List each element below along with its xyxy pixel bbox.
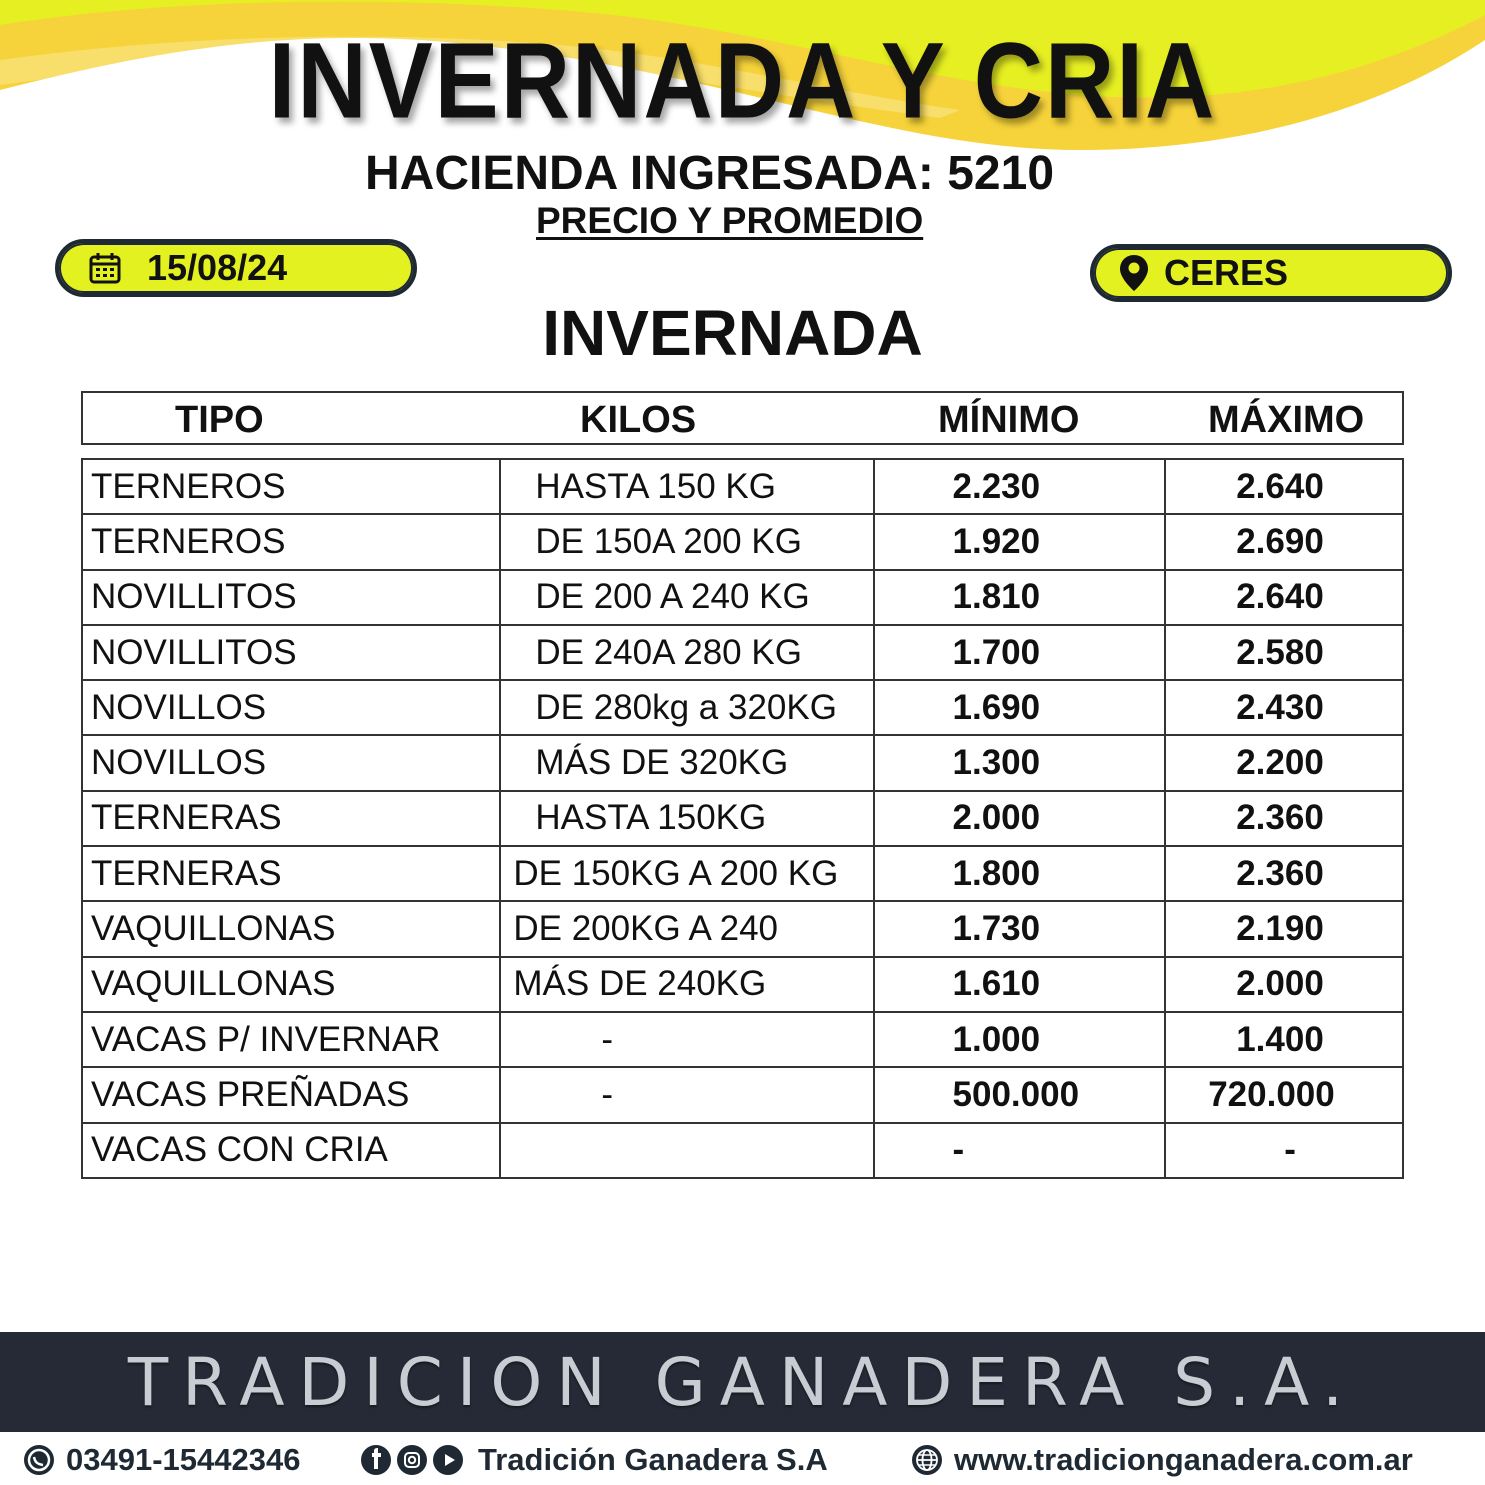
cell-kilos: - [500, 1012, 873, 1067]
cell-tipo: TERNERAS [82, 791, 500, 846]
cell-kilos: DE 150A 200 KG [500, 514, 873, 569]
cell-minimo: 1.700 [874, 625, 1166, 680]
cell-minimo: 1.920 [874, 514, 1166, 569]
column-header-minimo: MÍNIMO [938, 399, 1080, 441]
cell-kilos: DE 200 A 240 KG [500, 570, 873, 625]
cell-maximo: 2.640 [1165, 459, 1403, 514]
cell-tipo: NOVILLITOS [82, 570, 500, 625]
table-row [82, 1012, 1403, 1067]
contact-bar [0, 1432, 1485, 1485]
hacienda-ingresada: HACIENDA INGRESADA: 5210 [365, 147, 1055, 200]
cell-maximo: 1.400 [1165, 1012, 1403, 1067]
cell-tipo: TERNERAS [82, 846, 500, 901]
cell-minimo: 2.230 [874, 459, 1166, 514]
cell-minimo: 2.000 [874, 791, 1166, 846]
cell-maximo: 2.690 [1165, 514, 1403, 569]
table-header [81, 391, 1404, 445]
footer-brand-band [0, 1332, 1485, 1432]
table-row [82, 680, 1403, 735]
social-handle: Tradición Ganadera S.A [478, 1442, 828, 1477]
cell-maximo: 2.580 [1165, 625, 1403, 680]
cell-maximo: 2.640 [1165, 570, 1403, 625]
social-contact[interactable] [360, 1442, 828, 1478]
instagram-icon [396, 1444, 428, 1476]
cell-tipo: NOVILLITOS [82, 625, 500, 680]
phone-number: 03491-15442346 [66, 1442, 301, 1477]
cell-maximo: 2.360 [1165, 846, 1403, 901]
facebook-icon [360, 1444, 392, 1476]
cell-minimo: 1.000 [874, 1012, 1166, 1067]
globe-icon [910, 1443, 944, 1477]
location-text: CERES [1164, 252, 1289, 293]
table-row [82, 1123, 1403, 1178]
table-row [82, 735, 1403, 790]
website-contact[interactable] [910, 1442, 1413, 1478]
location-pill [1090, 244, 1452, 302]
table-row [82, 570, 1403, 625]
table-row [82, 459, 1403, 514]
table-row [82, 514, 1403, 569]
cell-tipo: NOVILLOS [82, 735, 500, 790]
table-row [82, 901, 1403, 956]
cell-minimo: 1.730 [874, 901, 1166, 956]
table-row [82, 625, 1403, 680]
column-header-kilos: KILOS [580, 399, 697, 441]
cell-kilos: DE 200KG A 240 [500, 901, 873, 956]
main-title: INVERNADA Y CRIA [268, 21, 1217, 141]
cell-maximo: 2.200 [1165, 735, 1403, 790]
cell-kilos: HASTA 150KG [500, 791, 873, 846]
cell-kilos: DE 280kg a 320KG [500, 680, 873, 735]
table-row [82, 957, 1403, 1012]
footer-brand: TRADICION GANADERA S.A. [127, 1343, 1358, 1421]
cell-kilos [500, 1123, 873, 1178]
cell-tipo: TERNEROS [82, 459, 500, 514]
table-row [82, 1067, 1403, 1122]
cell-minimo: 1.800 [874, 846, 1166, 901]
youtube-icon [432, 1444, 464, 1476]
table-row [82, 846, 1403, 901]
whatsapp-icon [22, 1443, 56, 1477]
cell-tipo: VACAS PREÑADAS [82, 1067, 500, 1122]
cell-kilos: MÁS DE 240KG [500, 957, 873, 1012]
calendar-icon [87, 250, 123, 286]
table-row [82, 791, 1403, 846]
cell-minimo: 1.300 [874, 735, 1166, 790]
precio-promedio-subtitle: PRECIO Y PROMEDIO [536, 200, 924, 241]
cell-maximo: 2.430 [1165, 680, 1403, 735]
cell-maximo: 720.000 [1165, 1067, 1403, 1122]
price-table [81, 458, 1404, 1179]
date-text: 15/08/24 [147, 247, 288, 288]
cell-maximo: 2.190 [1165, 901, 1403, 956]
cell-tipo: TERNEROS [82, 514, 500, 569]
cell-tipo: VAQUILLONAS [82, 957, 500, 1012]
cell-tipo: VAQUILLONAS [82, 901, 500, 956]
section-title: INVERNADA [542, 297, 923, 369]
column-header-tipo: TIPO [175, 399, 264, 441]
cell-tipo: NOVILLOS [82, 680, 500, 735]
website-url: www.tradicionganadera.com.ar [954, 1442, 1413, 1477]
cell-maximo: 2.360 [1165, 791, 1403, 846]
cell-minimo: 1.610 [874, 957, 1166, 1012]
cell-minimo: 1.810 [874, 570, 1166, 625]
map-pin-icon [1116, 255, 1152, 291]
cell-kilos: DE 240A 280 KG [500, 625, 873, 680]
date-pill [55, 239, 417, 297]
cell-kilos: HASTA 150 KG [500, 459, 873, 514]
phone-contact[interactable] [22, 1442, 300, 1478]
cell-minimo: 500.000 [874, 1067, 1166, 1122]
cell-maximo: - [1165, 1123, 1403, 1178]
cell-minimo: 1.690 [874, 680, 1166, 735]
cell-tipo: VACAS P/ INVERNAR [82, 1012, 500, 1067]
cell-tipo: VACAS CON CRIA [82, 1123, 500, 1178]
cell-kilos: - [500, 1067, 873, 1122]
cell-kilos: DE 150KG A 200 KG [500, 846, 873, 901]
cell-kilos: MÁS DE 320KG [500, 735, 873, 790]
column-header-maximo: MÁXIMO [1208, 399, 1365, 441]
cell-maximo: 2.000 [1165, 957, 1403, 1012]
cell-minimo: - [874, 1123, 1166, 1178]
